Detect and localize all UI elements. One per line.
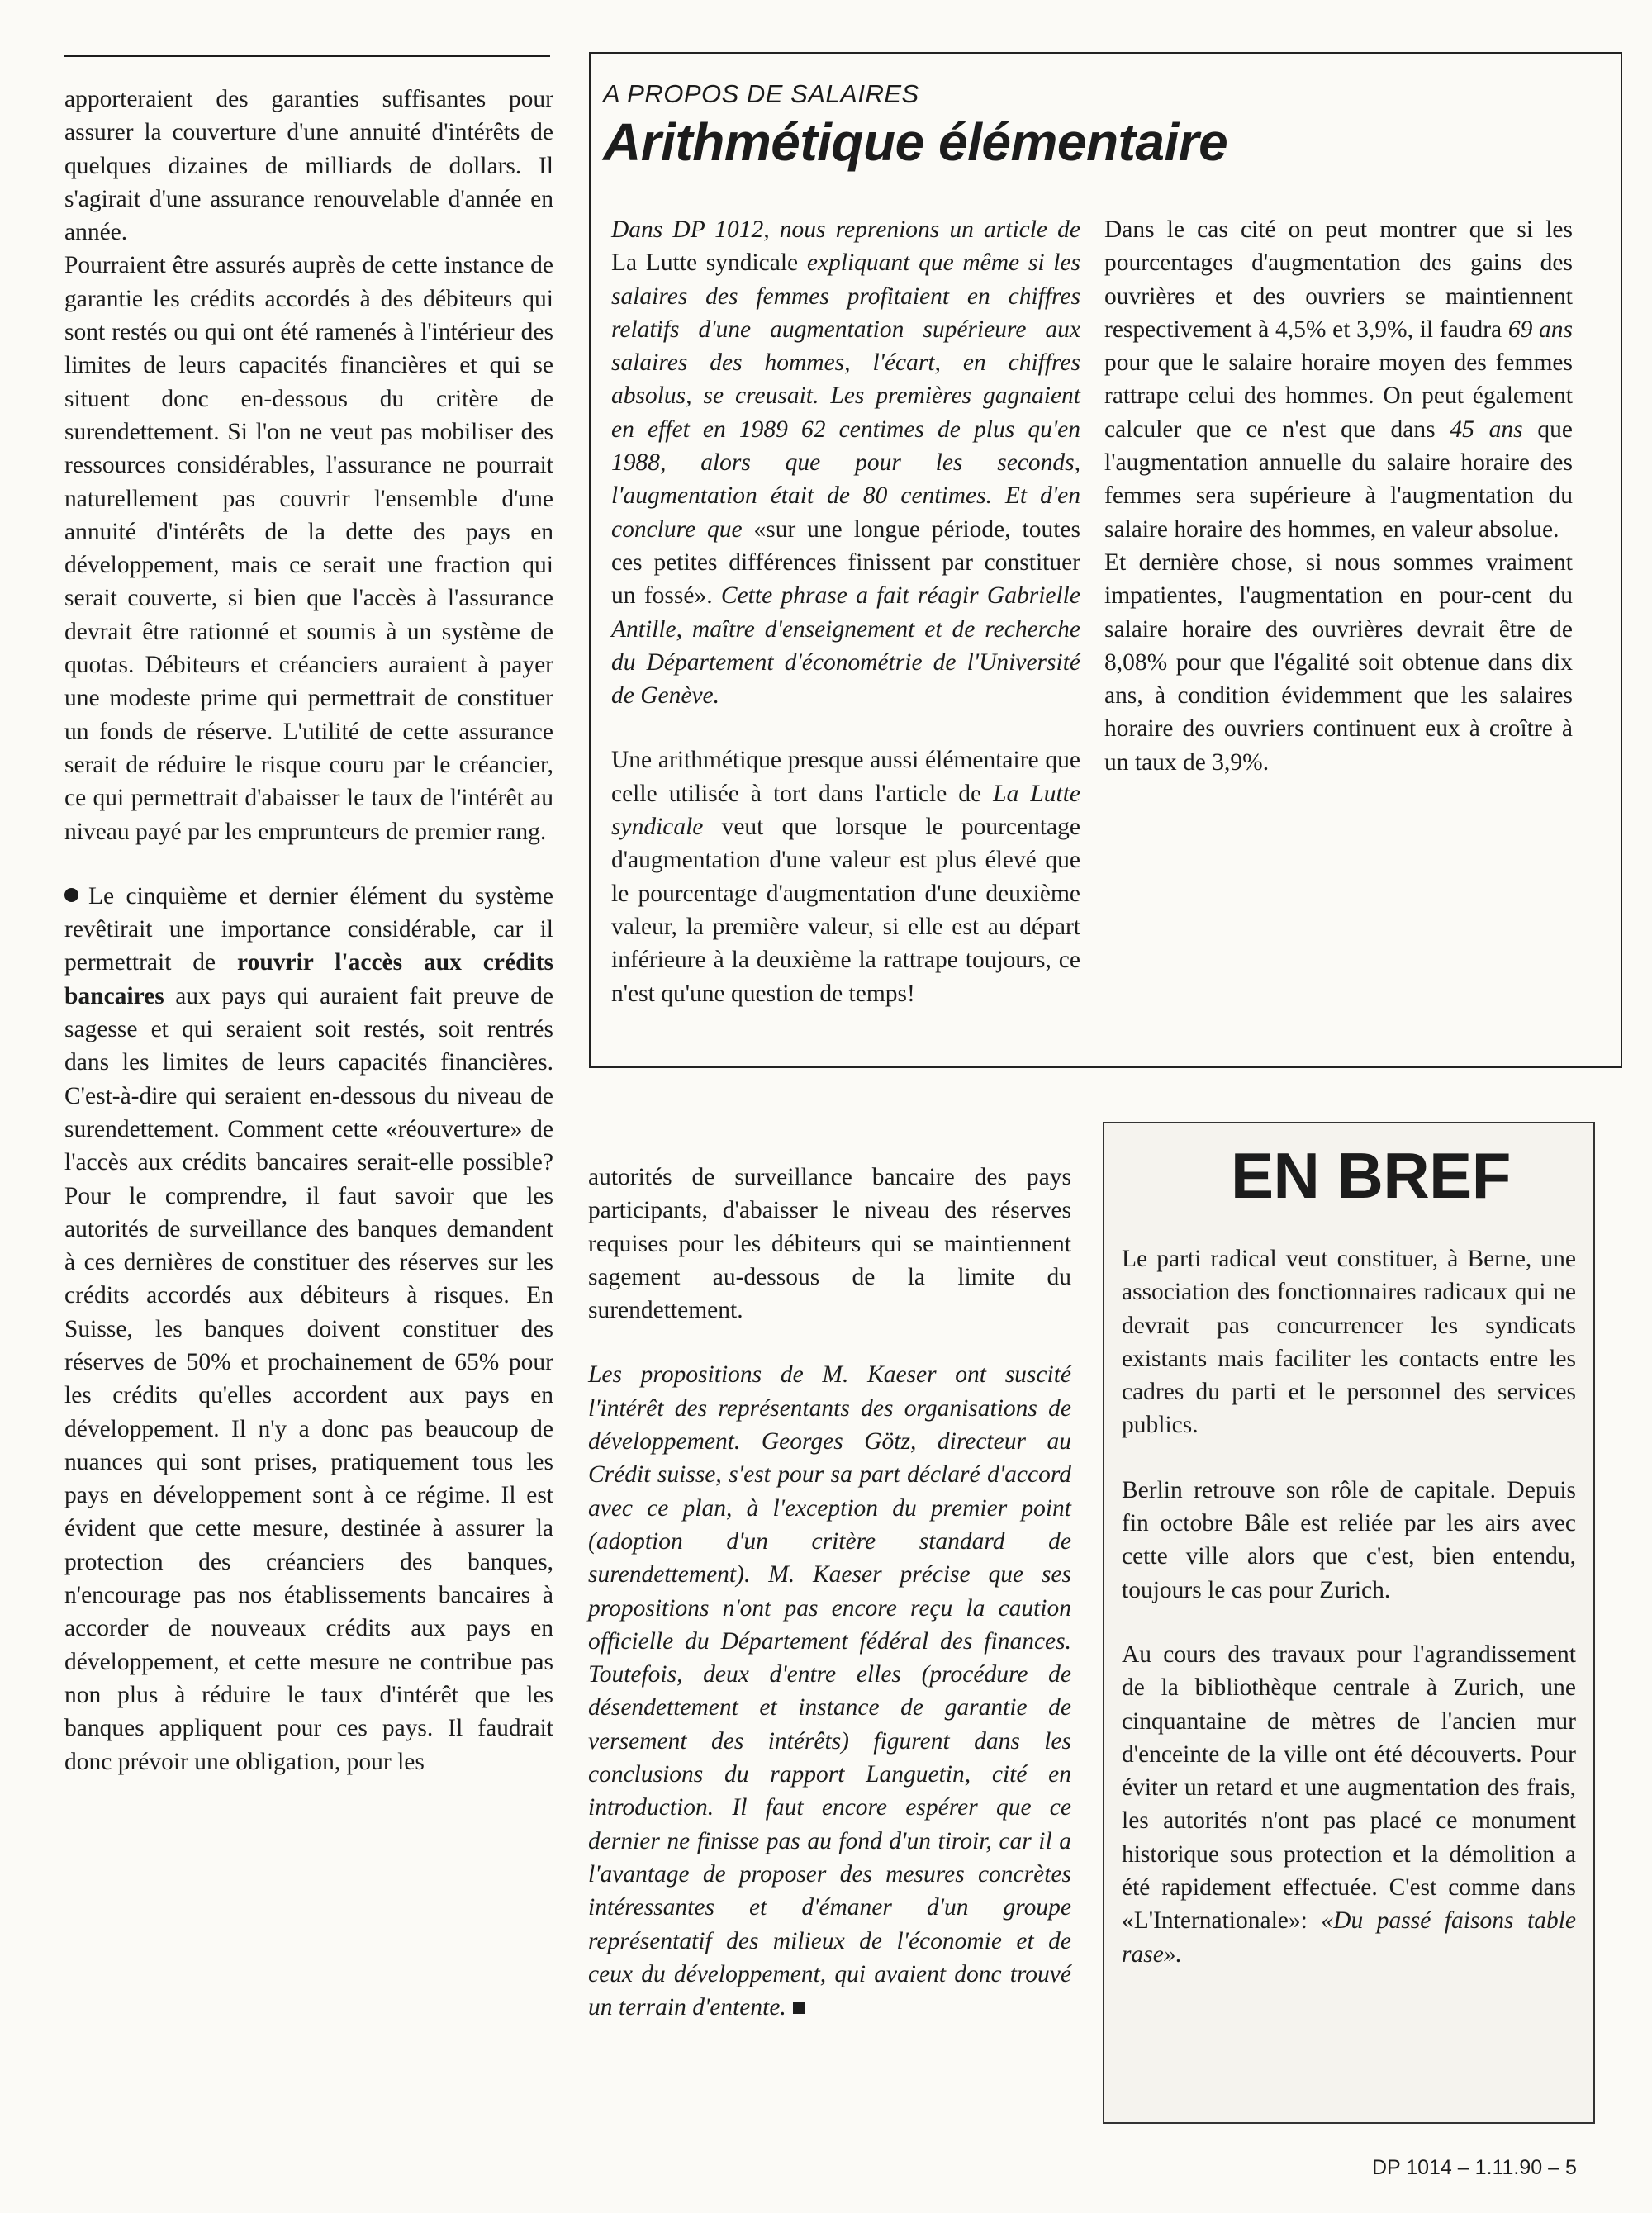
text-run: aux pays qui auraient fait preuve de sagesse et qui seraient soit restés, soit rentrés dans les limites de leurs capacités financières. C'est-à-dire qui seraient en-dessous du niveau de surendettement. Comment cette «réouverture» de l'accès aux crédits bancaires serait-elle possible? Pour le comprendre, il faut savoir que les autorités de surveillance des banques demandent à ces dernières de constituer des réserves sur les crédits accordés aux débiteurs à risques. En Suisse, les banques doivent constituer des réserves de 50% et prochainement de 65% pour les crédits qu'elles accordent aux pays en développement. Il n'y a donc pas beaucoup de nuances qui sont prises, pratiquement tous les pays en développement sont à ce régime. Il est évident que cette mesure, destinée à assurer la protection des créanciers des banques, n'encourage pas nos établissements bancaires à accorder de nouveaux crédits aux pays en développement, et cette mesure ne contribue pas non plus à réduire le taux d'intérêt que les banques appliquent pour ces pays. Il faudrait donc prévoir une obligation, pour les	[64, 982, 553, 1775]
top-rule	[64, 55, 550, 57]
text-run: La Lutte syndicale	[611, 249, 799, 277]
paragraph	[611, 743, 1080, 1009]
text-run: pour que le salaire horaire moyen des femmes rattrape celui des hommes. On peut également calculer que ce n'est que dans	[1104, 349, 1573, 443]
text-run: Cette phrase a fait réagir Gabrielle Antille, maître d'enseignement et de recherche du Département d'économétrie de l'Université de Genève.	[611, 582, 1080, 710]
paragraph: apporteraient des garanties suffisantes pour assurer la couverture d'une annuité d'intérêts de quelques dizaines de milliards de dollars. Il s'agirait d'une assurance renouvelable d'année en année.	[64, 86, 553, 246]
paragraph-bulleted	[64, 880, 553, 1778]
paragraph	[1104, 213, 1573, 546]
text-run: Les propositions de M. Kaeser ont suscité l'intérêt des représentants des organisations de développement. Georges Götz, directeur au Crédit suisse, s'est pour sa part déclaré d'accord avec ce plan, à l'exception du premier point (adoption d'un critère standard de surendettement). M. Kaeser précise que ses propositions n'ont pas encore reçu la caution officielle du Département fédéral des finances. Toutefois, deux d'entre elles (procédure de désendettement et instance de garantie de versement des intérêts) figurent dans les conclusions du rapport Languetin, cité en introduction. Il faut encore espérer que ce dernier ne finisse pas au fond d'un tiroir, car il a l'avantage de proposer des mesures concrètes intéressantes et d'émaner d'un groupe représentatif des milieux de l'économie et de ceux du développement, qui avaient donc trouvé un terrain d'entente.	[588, 1361, 1071, 2021]
page-footer: DP 1014 – 1.11.90 – 5	[1372, 2156, 1577, 2179]
text-run: «Du passé faisons table rase».	[1122, 1907, 1576, 1968]
text-run: Dans le cas cité on peut montrer que si les pourcentages d'augmentation des gains des ouvrières et des ouvriers se maintiennent respectivement à 4,5% et 3,9%, il faudra	[1104, 216, 1573, 343]
end-mark-icon	[793, 2002, 805, 2014]
text-run: 69 ans	[1507, 316, 1573, 343]
salaires-column-1	[611, 213, 1080, 1010]
text-run: Au cours des travaux pour l'agrandissement de la bibliothèque centrale à Zurich, une cinquantaine de mètres de l'ancien mur d'enceinte de la ville ont été découverts. Pour éviter un retard et une augmentation des frais, les autorités n'ont pas placé ce monument historique sous protection et la démolition a été rapidement effectuée. C'est comme dans «L'Internationale»:	[1122, 1641, 1576, 1935]
text-run: Dans DP 1012, nous reprenions un article de	[611, 216, 1080, 243]
bullet-icon	[64, 888, 78, 902]
en-bref-column	[1122, 1242, 1576, 1971]
text-run: Une arithmétique presque aussi élémentaire que celle utilisée à tort dans l'article de	[611, 747, 1080, 807]
salaires-column-2	[1104, 213, 1573, 779]
text-run: veut que lorsque le pourcentage d'augmentation d'une valeur est plus élevé que le pourcentage d'augmentation d'une deuxième valeur, la première valeur, si elle est au départ inférieure à la deuxième la rattrape toujours, ce n'est qu'une question de temps!	[611, 814, 1080, 1007]
paragraph: Pourraient être assurés auprès de cette instance de garantie les crédits accordés à des débiteurs qui sont restés ou qui ont été ramenés à l'intérieur des limites de leurs capacités financières et qui se situent donc en-dessous du critère de surendettement. Si l'on ne veut pas mobiliser des ressources considérables, l'assurance ne pourrait naturellement pas couvrir l'ensemble d'une annuité d'intérêts de la dette des pays en développement, mais ce serait une fraction qui serait couverte, si bien que l'accès à l'assurance devrait être rationné et soumis à un système de quotas. Débiteurs et créanciers auraient à payer une modeste prime qui permettrait de constituer un fonds de réserve. L'utilité de cette assurance serait de réduire le risque couru par le créancier, ce qui permettrait d'abaisser le taux de l'intérêt au niveau payé par les emprunteurs de premier rang.	[64, 252, 553, 845]
text-run: que l'augmentation annuelle du salaire horaire des femmes sera supérieure à l'augmentation du salaire horaire des hommes, en valeur absolue.	[1104, 416, 1574, 543]
paragraph: autorités de surveillance bancaire des pays participants, d'abaisser le niveau des réserves requises pour les débiteurs qui se maintiennent sagement au-dessous de la limite du surendettement.	[588, 1164, 1071, 1324]
middle-column	[588, 1161, 1071, 2024]
text-run: 45 ans	[1450, 416, 1523, 443]
paragraph: Et dernière chose, si nous sommes vraiment impatientes, l'augmentation en pour-cent du salaire horaire des ouvrières devrait être de 8,08% pour que l'égalité soit obtenue dans dix ans, à condition évidemment que les salaires horaire des ouvriers continuent eux à croître à un taux de 3,9%.	[1104, 549, 1573, 776]
en-bref-title: EN BREF	[1231, 1139, 1511, 1212]
brief-item: Berlin retrouve son rôle de capitale. Depuis fin octobre Bâle est reliée par les airs avec cette ville alors que c'est, bien entendu, toujours le cas pour Zurich.	[1122, 1476, 1576, 1603]
headline: Arithmétique élémentaire	[603, 112, 1228, 172]
intro-paragraph	[611, 213, 1080, 712]
text-run: La Lutte syndicale	[611, 780, 1080, 841]
brief-item	[1122, 1638, 1576, 1971]
bold-text: rouvrir l'accès aux crédits bancaires	[64, 949, 553, 1009]
paragraph-italic	[588, 1358, 1071, 2024]
brief-item: Le parti radical veut constituer, à Berne, une association des fonctionnaires radicaux qui ne devrait pas concurrencer les syndicats existants mais faciliter les contacts entre les cadres du parti et le personnel des services publics.	[1122, 1246, 1576, 1439]
text-run: Le cinquième et dernier élément du système revêtirait une importance considérable, car il permettrait de	[64, 882, 553, 976]
kicker: A PROPOS DE SALAIRES	[603, 79, 919, 108]
text-run: expliquant que même si les salaires des femmes profitaient en chiffres relatifs d'une augmentation supérieure aux salaires des hommes, l'écart, en chiffres absolus, se creusait. Les premières gagnaient en effet en 1989 62 centimes de plus qu'en 1988, alors que pour les seconds, l'augmentation était de 80 centimes. Et d'en conclure que	[611, 249, 1080, 543]
left-column	[64, 83, 553, 1778]
text-run: «sur une longue période, toutes ces petites différences finissent par constituer un fossé».	[611, 515, 1080, 610]
